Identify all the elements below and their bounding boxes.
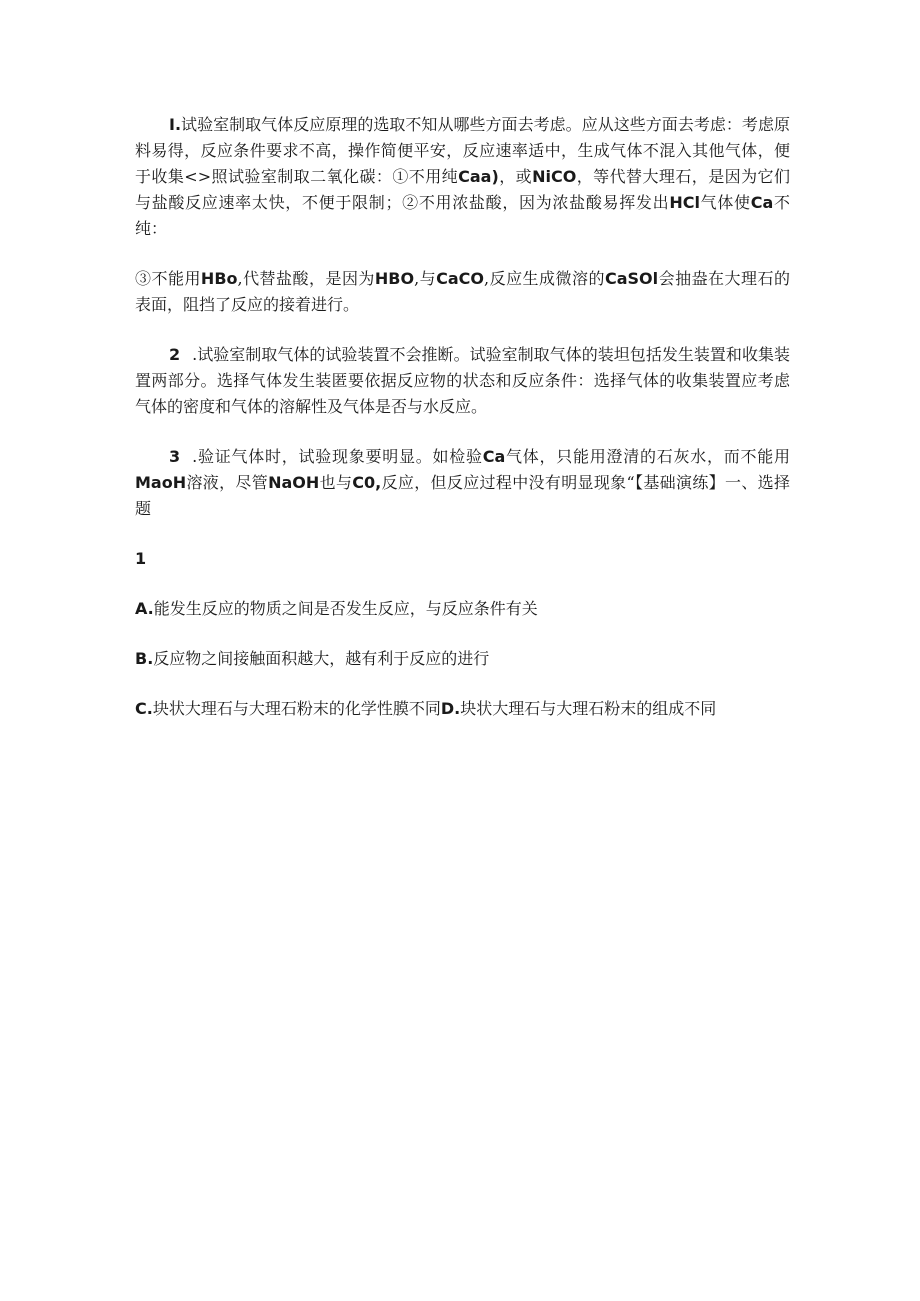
formula: C0,	[352, 473, 382, 492]
paragraph-1	[135, 112, 790, 242]
paragraph-2	[135, 266, 790, 318]
formula: NaOH	[268, 473, 320, 492]
text: ③不能用	[135, 269, 201, 288]
option-b	[135, 646, 790, 672]
option-a	[135, 596, 790, 622]
item-number-1: I.	[169, 115, 182, 134]
item-number-3: 3	[169, 447, 181, 466]
paragraph-3	[135, 342, 790, 420]
option-d-text: 块状大理石与大理石粉末的组成不同	[460, 699, 717, 718]
formula: Caa)	[458, 167, 499, 186]
text: 试验室制取气体反应原理的选取不知从哪些方面去考虑。应从这些方面去考虑：考虑原料易得，反应条件要求不高，操作简便平安，反应速率适中，生成气体不混入其他气体，便于收集<>照试验室制取二氧化碳：①不用纯	[135, 115, 790, 186]
formula: CaSOl	[604, 269, 659, 288]
question-number: 1	[135, 549, 147, 568]
option-b-text: 反应物之间接触面积越大，越有利于反应的进行	[153, 649, 490, 668]
formula: HBo	[200, 269, 238, 288]
text: .验证气体时，试验现象要明显。如检验	[192, 447, 483, 466]
formula: MaoH	[135, 473, 187, 492]
option-d-label: D.	[440, 699, 461, 718]
option-a-text: 能发生反应的物质之间是否发生反应，与反应条件有关	[153, 599, 538, 618]
formula: Ca	[482, 447, 506, 466]
document-page	[135, 112, 790, 746]
text: 气体使	[699, 193, 751, 212]
option-b-label: B.	[135, 649, 154, 668]
text: 气体，只能用澄清的石灰水，而不能用	[505, 447, 790, 466]
option-c-text: 块状大理石与大理石粉末的化学性膜不同	[152, 699, 441, 718]
text: ,代替盐酸，是因为	[237, 269, 375, 288]
text: 也与	[319, 473, 353, 492]
text: ，等代替大理石，是因为它们与盐酸反应速率太快，不便于限制；②不用浓盐酸，因为浓盐酸易挥发出	[135, 167, 790, 212]
formula: NiCO	[532, 167, 577, 186]
text: .试验室制取气体的试验装置不会推断。试验室制取气体的装坦包括发生装置和收集装置两部分。选择气体发生装匿要依据反应物的状态和反应条件：选择气体的收集装置应考虑气体的密度和气体的溶解性及气体是否与水反应。	[135, 345, 790, 416]
formula: HCl	[669, 193, 700, 212]
option-c-label: C.	[135, 699, 153, 718]
text: ，或	[498, 167, 533, 186]
option-a-label: A.	[135, 599, 154, 618]
paragraph-4	[135, 444, 790, 522]
formula: Ca	[750, 193, 774, 212]
text: 不纯：	[135, 193, 790, 238]
formula: HBO	[374, 269, 415, 288]
formula: CaCO	[436, 269, 485, 288]
text: 会抽盎在大理石的表面，阻挡了反应的接着进行。	[135, 269, 790, 314]
text: 反应，但反应过程中没有明显现象“【基础演练】一、选择题	[135, 473, 790, 518]
text: ,反应生成微溶的	[484, 269, 605, 288]
text: ,与	[414, 269, 437, 288]
option-c-d	[135, 696, 790, 722]
text: 溶液，尽管	[186, 473, 269, 492]
item-number-2: 2	[169, 345, 181, 364]
